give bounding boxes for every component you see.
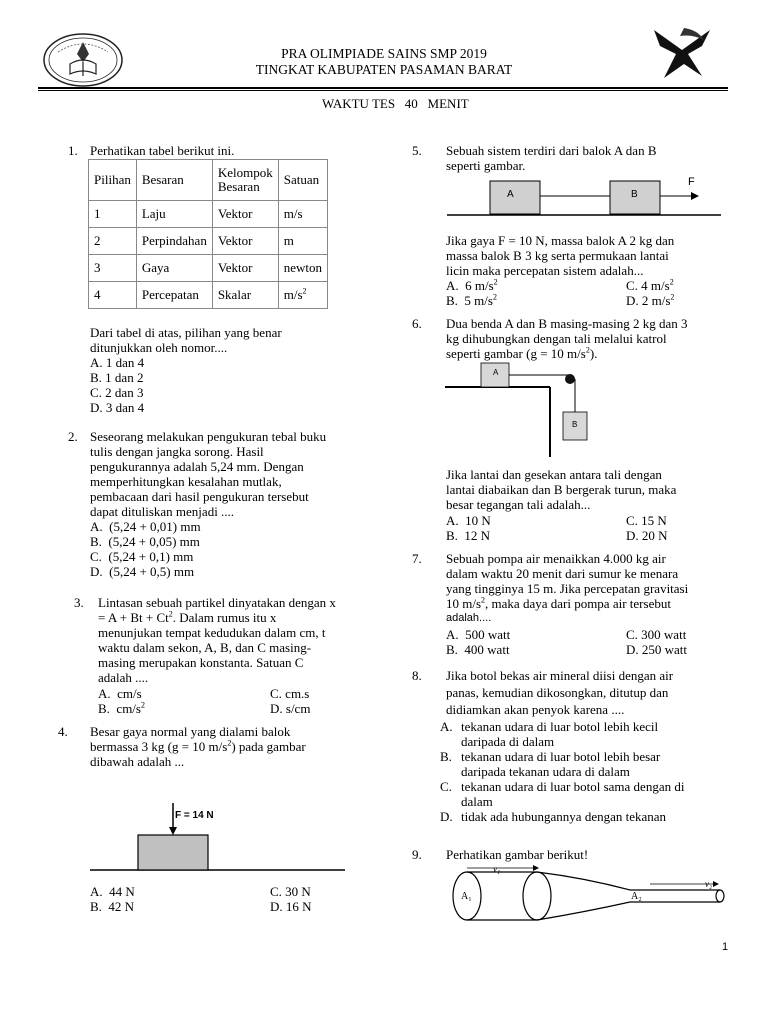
normal-force-diagram [90, 795, 350, 875]
q1-number: 1. [68, 143, 78, 158]
q7-line4-text: 10 m/s [446, 596, 482, 611]
q5-line: massa balok B 3 kg serta permukaan lantai [446, 248, 669, 263]
table-cell: Skalar [212, 282, 278, 309]
q4-line2-tail: ) pada gambar [231, 739, 306, 754]
table-cell: 4 [89, 282, 137, 309]
force-arrow-head-icon [169, 827, 177, 835]
q5-option-d-sup: 2 [670, 292, 675, 302]
q5-option-b-sup: 2 [492, 292, 497, 302]
q3-option-b[interactable] [98, 701, 145, 716]
table-cell: Vektor [212, 201, 278, 228]
q7-option-b[interactable]: B. 400 watt [446, 642, 510, 657]
v1-arrow-head-icon [533, 865, 539, 871]
table-row [89, 228, 328, 255]
q4-option-a[interactable]: A. 44 N [90, 884, 135, 899]
q7-option-d[interactable]: D. 250 watt [626, 642, 688, 657]
q9-v2-label: v₂ [705, 879, 713, 889]
q4-line2-sup: 2 [227, 738, 232, 748]
q7-option-a[interactable]: A. 500 watt [446, 627, 511, 642]
q4-number: 4. [58, 724, 68, 739]
table-cell: Vektor [212, 228, 278, 255]
q2-option-c[interactable]: C. (5,24 + 0,1) mm [90, 549, 194, 564]
q7-line: Sebuah pompa air menaikkan 4.000 kg air [446, 551, 666, 566]
header-line1: PRA OLIMPIADE SAINS SMP 2019 [281, 46, 487, 61]
force-arrow-head-icon [691, 192, 699, 200]
pipe-section-a2 [716, 890, 724, 902]
table-header-cell: Pilihan [89, 160, 137, 201]
q6-line: Jika lantai dan gesekan antara tali dengan [446, 467, 662, 482]
v2-arrow-head-icon [713, 881, 719, 887]
two-block-diagram [445, 172, 725, 220]
q6-block-a-label: A [493, 368, 499, 377]
q8-option-b-letter[interactable]: B. [440, 749, 452, 764]
pipe-taper-top [537, 872, 630, 890]
q4-option-c[interactable]: C. 30 N [270, 884, 311, 899]
q8-line: didiamkan akan penyok karena .... [446, 702, 625, 717]
q1-prompt: Perhatikan tabel berikut ini. [90, 143, 235, 158]
q2-line: memperhitungkan kesalahan mutlak, [90, 474, 282, 489]
q5-option-c[interactable] [626, 278, 674, 293]
q6-line: Dua benda A dan B masing-masing 2 kg dan 3 [446, 316, 688, 331]
pipe-taper-bottom [537, 902, 630, 920]
q6-option-d[interactable]: D. 20 N [626, 528, 668, 543]
q8-option-c-letter[interactable]: C. [440, 779, 452, 794]
q8-option-c-cont: dalam [461, 794, 493, 809]
table-row [89, 282, 328, 309]
pipe-flow-diagram [445, 862, 730, 922]
unit-sup: 2 [302, 286, 307, 296]
q9-v1-label: v₁ [493, 864, 501, 874]
q1-option-a[interactable]: A. 1 dan 4 [90, 355, 145, 370]
q4-line2-text: bermassa 3 kg (g = 10 m/s [90, 739, 228, 754]
q3-formula-tail: . Dalam rumus itu x [172, 610, 277, 625]
test-time: WAKTU TES 40 MENIT [322, 96, 469, 111]
q2-option-a[interactable]: A. (5,24 + 0,01) mm [90, 519, 201, 534]
q5-diagram [445, 172, 725, 220]
q5-line: Sebuah sistem terdiri dari balok A dan B [446, 143, 657, 158]
q2-line: pengukurannya adalah 5,24 mm. Dengan [90, 459, 304, 474]
q3-option-d[interactable]: D. s/cm [270, 701, 311, 716]
table-cell: Percepatan [136, 282, 212, 309]
unit-text: m/s [283, 287, 303, 302]
q5-block-a-label: A [507, 189, 514, 200]
q5-option-b-text: B. 5 m/s [446, 293, 493, 308]
q3-option-b-text: B. cm/s [98, 701, 141, 716]
q5-option-a[interactable] [446, 278, 498, 293]
q1-question-line: ditunjukkan oleh nomor.... [90, 340, 228, 355]
table-row [89, 201, 328, 228]
q5-line: Jika gaya F = 10 N, massa balok A 2 kg dan [446, 233, 675, 248]
q7-option-c[interactable]: C. 300 watt [626, 627, 687, 642]
q8-line: Jika botol bekas air mineral diisi dengan air [446, 668, 674, 683]
q6-number: 6. [412, 316, 422, 331]
q5-option-d[interactable] [626, 293, 674, 308]
header-part: Besaran [217, 179, 260, 194]
q1-option-c[interactable]: C. 2 dan 3 [90, 385, 144, 400]
q5-number: 5. [412, 143, 422, 158]
q6-line [446, 346, 597, 361]
q2-line: dapat dituliskan menjadi .... [90, 504, 235, 519]
table-header-cell: Besaran [136, 160, 212, 201]
table-cell: 1 [89, 201, 137, 228]
q4-option-d[interactable]: D. 16 N [270, 899, 312, 914]
q7-line: adalah.... [446, 612, 492, 624]
table-cell: m [278, 228, 327, 255]
q1-question-line: Dari tabel di atas, pilihan yang benar [90, 325, 282, 340]
q5-line: licin maka percepatan sistem adalah... [446, 263, 644, 278]
table-cell: 2 [89, 228, 137, 255]
table-cell [278, 282, 327, 309]
q6-line3-text: seperti gambar (g = 10 m/s [446, 346, 586, 361]
q8-option-a-letter[interactable]: A. [440, 719, 453, 734]
table-header-row [89, 160, 328, 201]
q2-option-d[interactable]: D. (5,24 + 0,5) mm [90, 564, 195, 579]
q3-formula-sup: 2 [168, 609, 173, 619]
q6-option-a[interactable]: A. 10 N [446, 513, 491, 528]
q3-formula: = A + Bt + Ct [98, 610, 169, 625]
q8-number: 8. [412, 668, 422, 683]
pulley-diagram [445, 360, 605, 460]
page-number: 1 [722, 941, 729, 953]
q6-line: kg dihubungkan dengan tali melalui katrol [446, 331, 667, 346]
pipe-wide-end [523, 872, 551, 920]
q8-option-b-cont: daripada tekanan udara di dalam [461, 764, 630, 779]
q9-a2-label: A₂ [631, 891, 642, 902]
q6-option-c[interactable]: C. 15 N [626, 513, 667, 528]
q8-option-a-cont: daripada di dalam [461, 734, 555, 749]
q9-a1-label: A₁ [461, 891, 472, 902]
q5-line: seperti gambar. [446, 158, 526, 173]
q5-block-b-label: B [631, 189, 638, 200]
q6-option-b[interactable]: B. 12 N [446, 528, 491, 543]
q8-line: panas, kemudian dikosongkan, ditutup dan [446, 685, 669, 700]
table-row [89, 255, 328, 282]
pulley-icon [565, 374, 575, 384]
q7-line [446, 596, 671, 611]
q3-option-b-sup: 2 [140, 700, 145, 710]
q1-option-b[interactable]: B. 1 dan 2 [90, 370, 144, 385]
q6-block-b-label: B [572, 420, 578, 429]
q2-line: Seseorang melakukan pengukuran tebal buku [90, 429, 327, 444]
table-cell: newton [278, 255, 327, 282]
q3-option-a[interactable]: A. cm/s [98, 686, 142, 701]
q7-line: yang tingginya 15 m. Jika percepatan gravitasi [446, 581, 689, 596]
q1-option-d[interactable]: D. 3 dan 4 [90, 400, 145, 415]
q2-line: pembacaan dari hasil pengukuran tersebut [90, 489, 309, 504]
q5-option-a-sup: 2 [493, 277, 498, 287]
q8-option-d[interactable]: tidak ada hubungannya dengan tekanan [461, 809, 667, 824]
block [138, 835, 208, 870]
block-a [490, 181, 540, 214]
q5-option-d-text: D. 2 m/s [626, 293, 671, 308]
q1-table [88, 159, 328, 309]
table-cell: 3 [89, 255, 137, 282]
q8-option-d-letter[interactable]: D. [440, 809, 453, 824]
q4-line: dibawah adalah ... [90, 754, 185, 769]
header-rule [38, 87, 728, 89]
q6-line3-tail: ). [589, 346, 598, 361]
q7-line4-sup: 2 [481, 595, 486, 605]
q4-line [90, 739, 306, 754]
q8-option-c[interactable]: tekanan udara di luar botol sama dengan di [461, 779, 685, 794]
table-header-cell [212, 160, 278, 201]
q8-option-b[interactable]: tekanan udara di luar botol lebih besar [461, 749, 661, 764]
header-line2: TINGKAT KABUPATEN PASAMAN BARAT [255, 62, 513, 77]
q8-option-a[interactable]: tekanan udara di luar botol lebih kecil [461, 719, 659, 734]
q9-diagram [445, 862, 730, 922]
q3-line: waktu dalam sekon, A, B, dan C masing- [98, 640, 312, 655]
q2-number: 2. [68, 429, 78, 444]
q6-line: lantai diabaikan dan B bergerak turun, maka [446, 482, 677, 497]
table-cell: Perpindahan [136, 228, 212, 255]
q7-line: dalam waktu 20 menit dari sumur ke menara [446, 566, 679, 581]
q4-line: Besar gaya normal yang dialami balok [90, 724, 291, 739]
q3-line: masing merupakan konstanta. Satuan C [98, 655, 304, 670]
table-header-cell: Satuan [278, 160, 327, 201]
q5-option-a-text: A. 6 m/s [446, 278, 494, 293]
q5-option-b[interactable] [446, 293, 497, 308]
table-cell: Vektor [212, 255, 278, 282]
q3-line: Lintasan sebuah partikel dinyatakan dengan x [98, 595, 336, 610]
q7-number: 7. [412, 551, 422, 566]
q5-force-label: F [688, 176, 695, 188]
q3-number: 3. [74, 595, 84, 610]
table-cell: Gaya [136, 255, 212, 282]
q3-line: adalah .... [98, 670, 149, 685]
table-cell: m/s [278, 201, 327, 228]
q3-option-c[interactable]: C. cm.s [270, 686, 310, 701]
table-cell: Laju [136, 201, 212, 228]
q5-option-c-sup: 2 [669, 277, 674, 287]
header-rule-thin [38, 90, 728, 91]
q4-option-b[interactable]: B. 42 N [90, 899, 135, 914]
q4-force-label: F = 14 N [175, 810, 214, 821]
q9-number: 9. [412, 847, 422, 862]
q6-line: besar tegangan tali adalah... [446, 497, 591, 512]
q3-line: menunjukan tempat kedudukan dalam cm, t [98, 625, 326, 640]
q9-prompt: Perhatikan gambar berikut! [446, 847, 589, 862]
q7-line4-tail: , maka daya dari pompa air tersebut [485, 596, 671, 611]
q5-option-c-text: C. 4 m/s [626, 278, 670, 293]
header-part: Kelompok [217, 165, 273, 180]
q2-option-b[interactable]: B. (5,24 + 0,05) mm [90, 534, 200, 549]
q4-diagram [90, 795, 350, 875]
q3-line [98, 610, 276, 625]
q2-line: tulis dengan jangka sorong. Hasil [90, 444, 264, 459]
q6-diagram [445, 360, 605, 460]
q6-line3-sup: 2 [585, 345, 590, 355]
